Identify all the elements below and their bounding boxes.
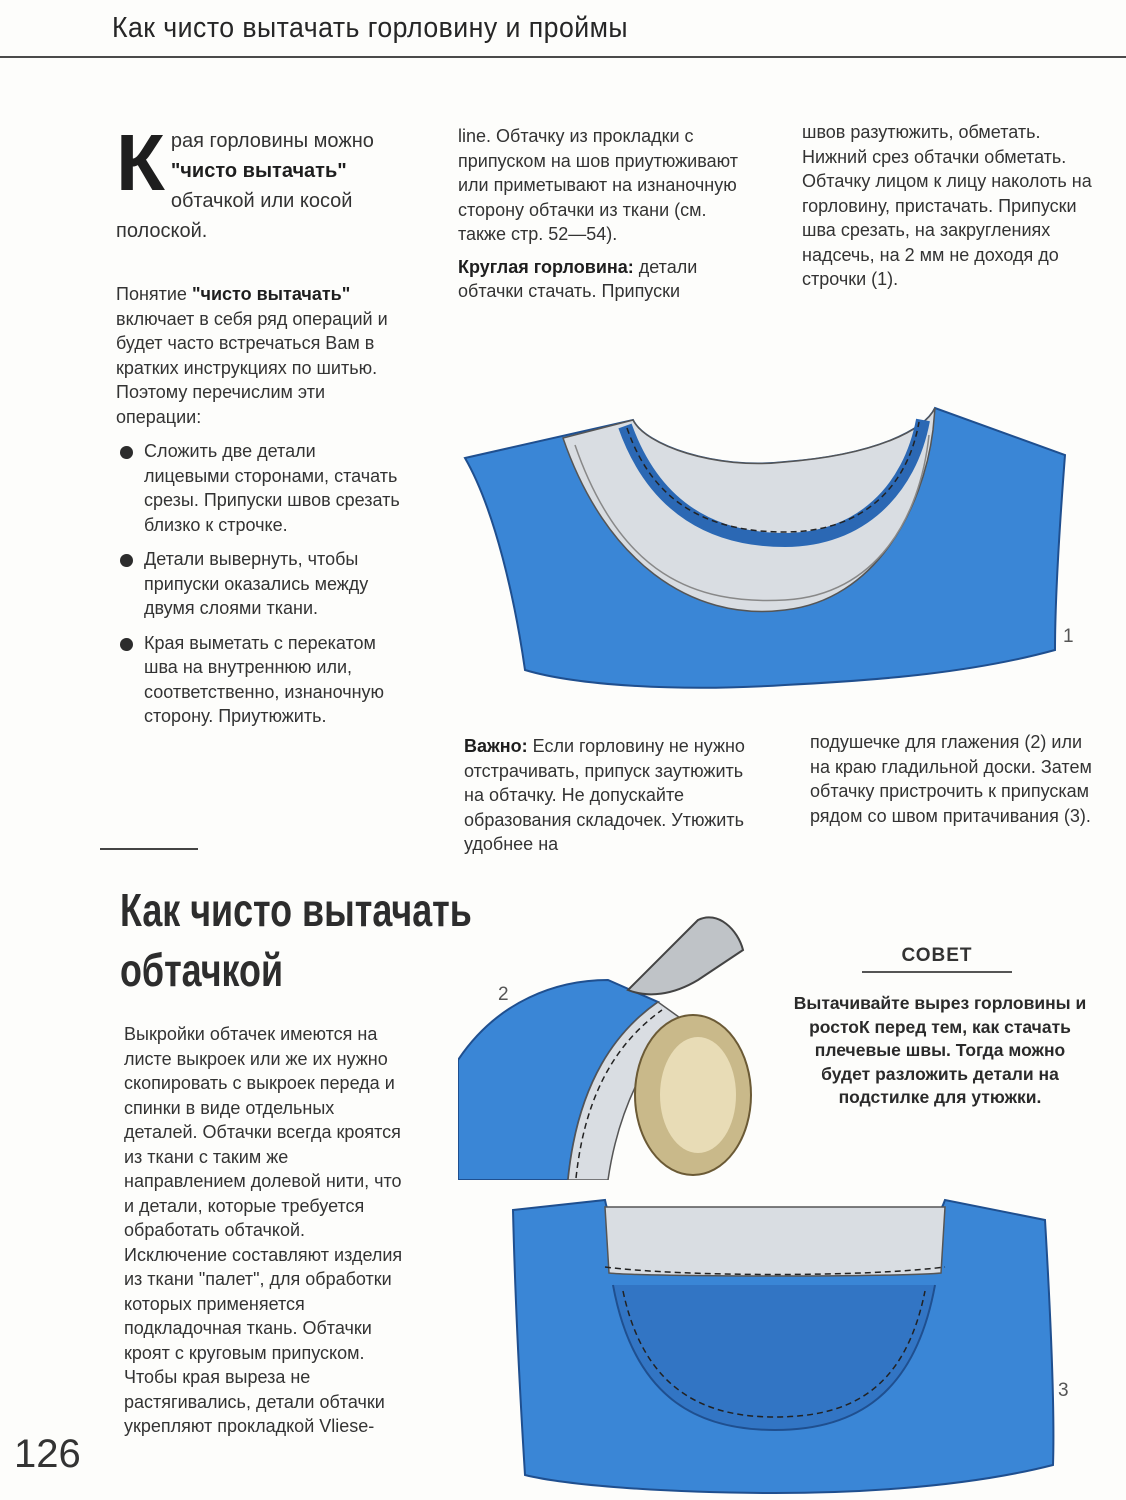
figure-2-number: 2: [498, 984, 509, 1005]
tip-title: СОВЕТ: [862, 945, 1012, 973]
pressing-ham-highlight: [660, 1037, 736, 1153]
section-rule: [100, 848, 198, 850]
list-item: Сложить две детали лицевыми сторонами, стачать срезы. Припуски швов срезать близко к строчке.: [116, 439, 406, 537]
page-number: 126: [14, 1432, 81, 1476]
list-item: Детали вывернуть, чтобы припуски оказались между двумя слоями ткани.: [116, 547, 406, 621]
brand-name: Vliese-: [319, 1416, 375, 1436]
operations-list: [116, 439, 406, 729]
round-neck-bold: Круглая горловина:: [458, 256, 634, 277]
intro-paragraph: [116, 118, 404, 246]
figure-1-illustration: [455, 400, 1075, 700]
figure-1-number: 1: [1063, 626, 1074, 647]
intro-bold: "чисто вытачать": [170, 160, 347, 182]
drop-cap: К: [116, 118, 165, 207]
column-2-paragraph: line. Обтачку из прокладки с припуском на шов приутюживают или приметывают на изнаночную сторону обтачки из ткани (см. также стр. 52—54).: [458, 126, 738, 244]
figure-3-number: 3: [1058, 1380, 1069, 1401]
round-neck-text: детали обтачки стачать. Припуски: [458, 256, 698, 301]
list-item: Края выметать с перекатом шва на внутреннюю или, соответственно, изнаночную сторону. Приутюжить.: [116, 631, 406, 729]
section-title-line-2: обтачкой: [120, 944, 284, 996]
concept-text: Понятие: [116, 284, 192, 304]
important-paragraph: [464, 734, 752, 857]
important-bold: Важно:: [464, 736, 528, 756]
section-paragraph: [124, 1022, 412, 1439]
page-header-title: Как чисто вытачать горловину и проймы: [112, 12, 629, 44]
facing-shape: [605, 1207, 945, 1276]
important-text: Если горловину не нужно отстрачивать, припуск заутюжить на обтачку. Не допускайте образования складочек. Утюжить удобнее на: [464, 736, 745, 854]
section-title: [120, 880, 472, 1000]
concept-paragraph: [116, 282, 406, 739]
concept-text-end: включает в себя ряд операций и будет часто встречаться Вам в кратких инструкциях по шитью. Поэтому перечислим эти операции:: [116, 308, 388, 427]
figure-2-illustration: [458, 910, 768, 1180]
section-text: Выкройки обтачек имеются на листе выкроек или же их нужно скопировать с выкроек переда и спинки в виде отдельных деталей. Обтачки всегда кроятся из ткани с таким же направлением долевой нити, что и детали, которые требуется обработать обтачкой. Исключение составляют изделия из ткани "палет", для обработки которых применяется подкладочная ткань. Обтачки кроят с круговым припуском. Чтобы края выреза не растягивались, детали обтачки укрепляют прокладкой: [124, 1024, 403, 1436]
column-3-text: швов разутюжить, обметать. Нижний срез обтачки обметать. Обтачку лицом к лицу наколоть на горловину, пристачать. Припуски шва срезать, на закруглениях надсечь, на 2 мм не доходя до строчки (1).: [802, 122, 1092, 289]
intro-text-end: обтачкой или косой полоской.: [116, 190, 353, 242]
continued-paragraph: подушечке для глажения (2) или на краю гладильной доски. Затем обтачку пристрочить к припускам рядом со швом притачивания (3).: [810, 732, 1092, 826]
iron-icon: [628, 917, 743, 994]
figure-3-illustration: [505, 1195, 1065, 1495]
section-title-line-1: Как чисто вытачать: [120, 884, 472, 936]
intro-text: рая горловины можно: [170, 130, 374, 152]
tip-text: Вытачивайте вырез горловины и ростоК перед тем, как стачать плечевые швы. Тогда можно будет разложить детали на подстилке для утюжки.: [793, 993, 1087, 1107]
header-rule: [0, 56, 1126, 58]
column-2-text: [458, 124, 748, 304]
concept-bold: "чисто вытачать": [191, 284, 351, 304]
